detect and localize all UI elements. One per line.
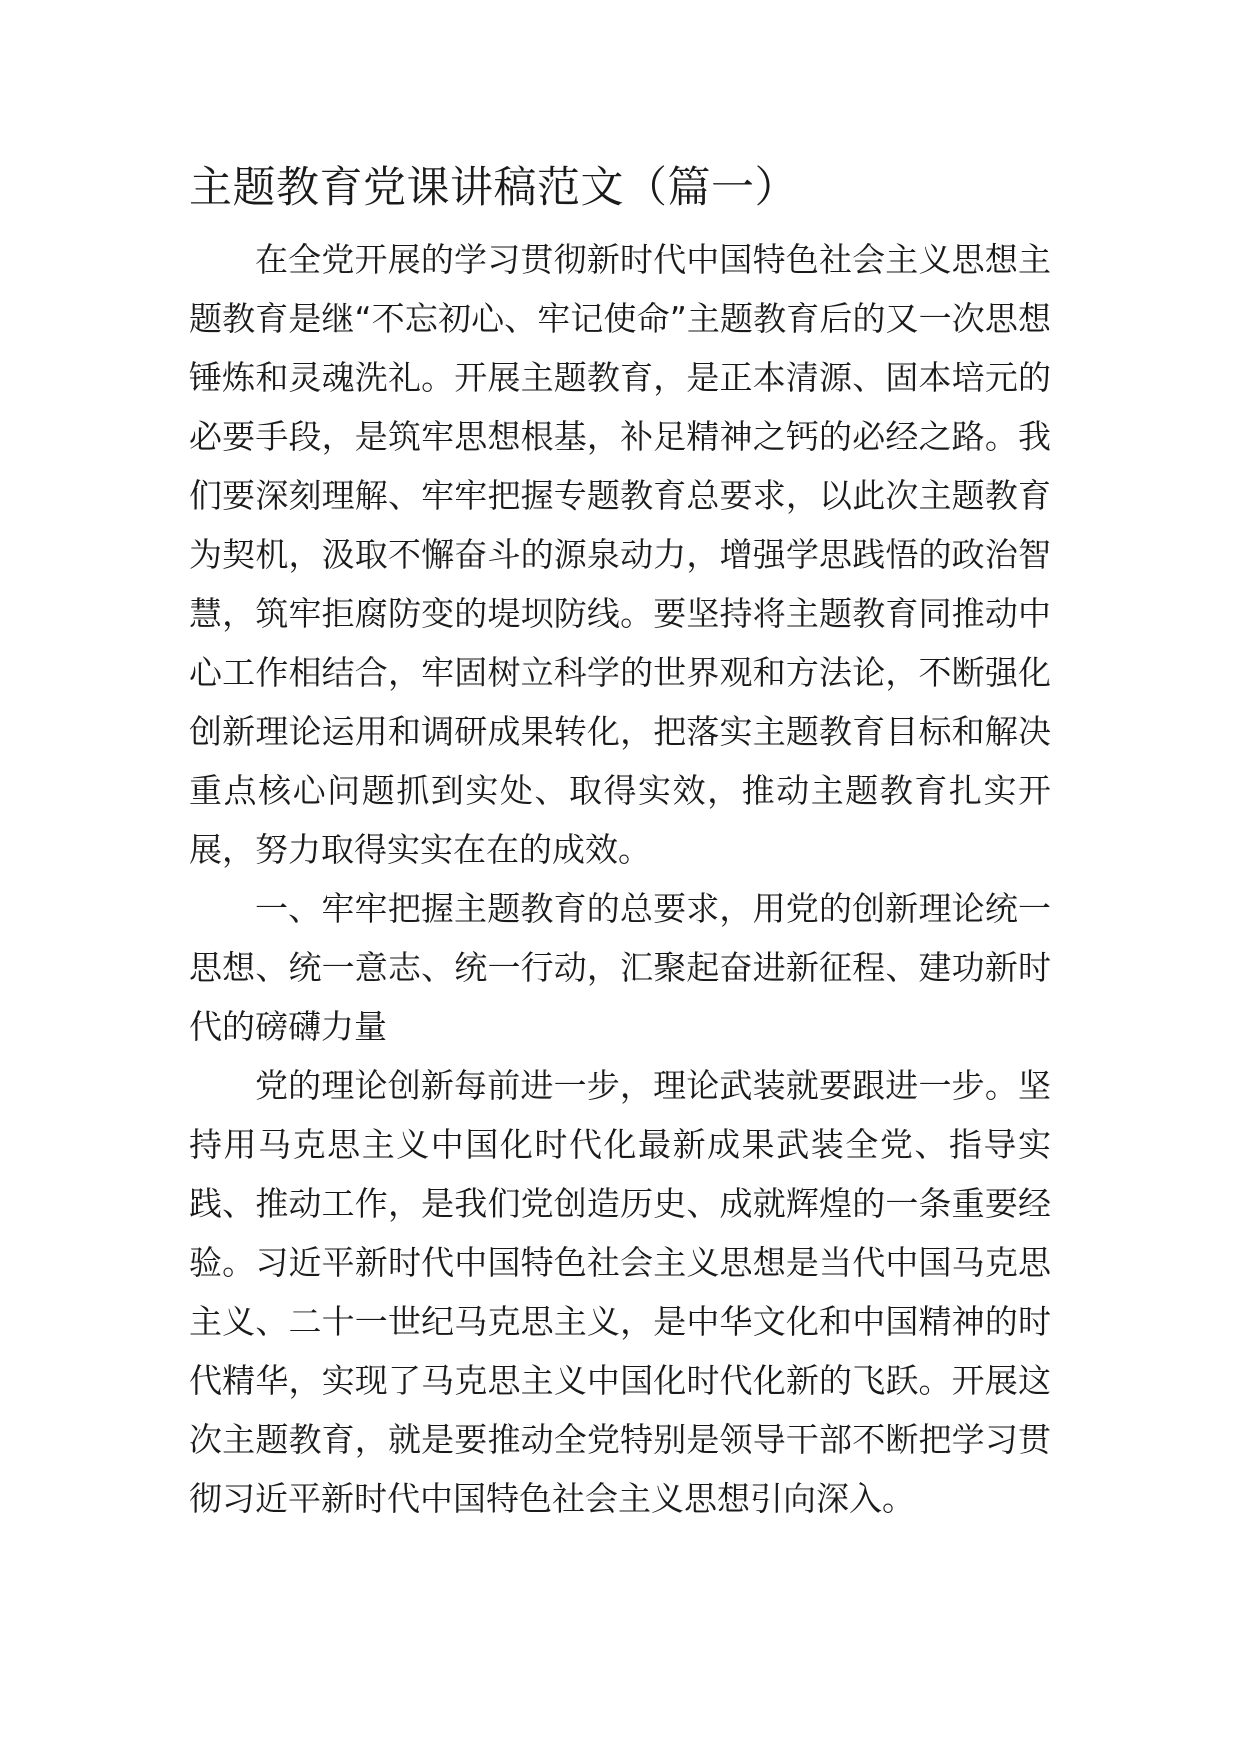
document-page (189, 160, 1051, 1528)
section-1-paragraph: 党的理论创新每前进一步，理论武装就要跟进一步。坚持用马克思主义中国化时代化最新成果武装全党、指导实践、推动工作，是我们党创造历史、成就辉煌的一条重要经验。习近平新时代中国特色社会主义思想是当代中国马克思主义、二十一世纪马克思主义，是中华文化和中国精神的时代精华，实现了马克思主义中国化时代化新的飞跃。开展这次主题教育，就是要推动全党特别是领导干部不断把学习贯彻习近平新时代中国特色社会主义思想引向深入。 (189, 1066, 1051, 1518)
intro-paragraph: 在全党开展的学习贯彻新时代中国特色社会主义思想主题教育是继“不忘初心、牢记使命”主题教育后的又一次思想锤炼和灵魂洗礼。开展主题教育，是正本清源、固本培元的必要手段，是筑牢思想根基，补足精神之钙的必经之路。我们要深刻理解、牢牢把握专题教育总要求，以此次主题教育为契机，汲取不懈奋斗的源泉动力，增强学思践悟的政治智慧，筑牢拒腐防变的堤坝防线。要坚持将主题教育同推动中心工作相结合，牢固树立科学的世界观和方法论，不断强化创新理论运用和调研成果转化，把落实主题教育目标和解决重点核心问题抓到实处、取得实效，推动主题教育扎实开展，努力取得实实在在的成效。 (189, 240, 1051, 869)
section-heading-1: 一、牢牢把握主题教育的总要求，用党的创新理论统一思想、统一意志、统一行动，汇聚起奋进新征程、建功新时代的磅礴力量 (189, 889, 1051, 1046)
document-title: 主题教育党课讲稿范文（篇一） (189, 163, 798, 213)
